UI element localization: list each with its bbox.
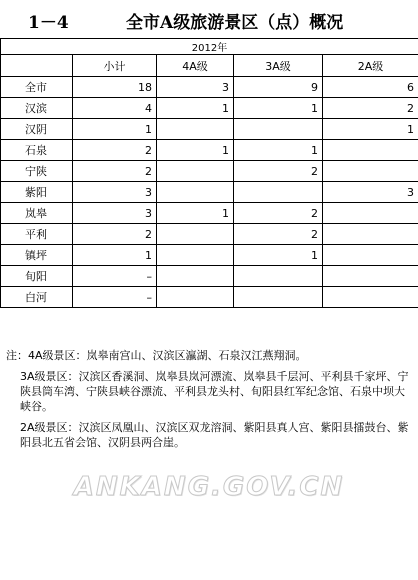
cell-subtotal: 18 — [73, 77, 157, 98]
row-label: 汉滨 — [1, 98, 73, 119]
cell-2a — [323, 224, 418, 245]
cell-2a — [323, 203, 418, 224]
row-label: 白河 — [1, 287, 73, 308]
statistics-table — [0, 38, 418, 308]
cell-3a: 1 — [234, 140, 323, 161]
table-row — [1, 161, 418, 182]
row-label: 平利 — [1, 224, 73, 245]
cell-subtotal: 3 — [73, 182, 157, 203]
table-row — [1, 182, 418, 203]
cell-subtotal: 1 — [73, 119, 157, 140]
cell-4a: 1 — [157, 98, 234, 119]
table-row — [1, 266, 418, 287]
cell-subtotal: – — [73, 287, 157, 308]
cell-2a — [323, 287, 418, 308]
year-row — [1, 39, 418, 55]
row-label: 镇坪 — [1, 245, 73, 266]
table-row — [1, 287, 418, 308]
cell-3a — [234, 266, 323, 287]
table-row — [1, 98, 418, 119]
header-subtotal: 小计 — [73, 55, 157, 77]
row-label: 紫阳 — [1, 182, 73, 203]
table-row — [1, 224, 418, 245]
cell-subtotal: 3 — [73, 203, 157, 224]
header-4a: 4A级 — [157, 55, 234, 77]
table-row — [1, 203, 418, 224]
cell-2a — [323, 245, 418, 266]
row-label: 宁陕 — [1, 161, 73, 182]
table-title: 全市A级旅游景区（点）概况 — [126, 13, 344, 33]
cell-4a — [157, 245, 234, 266]
header-3a: 3A级 — [234, 55, 323, 77]
site-watermark: ANKANG.GOV.CN — [73, 472, 345, 502]
cell-4a — [157, 224, 234, 245]
cell-3a — [234, 182, 323, 203]
table-row — [1, 245, 418, 266]
table-row — [1, 140, 418, 161]
cell-4a: 3 — [157, 77, 234, 98]
cell-2a: 2 — [323, 98, 418, 119]
header-row — [1, 55, 418, 77]
cell-2a — [323, 266, 418, 287]
cell-4a — [157, 287, 234, 308]
table-number: 1－4 — [28, 13, 69, 33]
row-label: 石泉 — [1, 140, 73, 161]
cell-subtotal: 2 — [73, 140, 157, 161]
row-label: 旬阳 — [1, 266, 73, 287]
cell-3a — [234, 119, 323, 140]
cell-4a: 1 — [157, 203, 234, 224]
row-label: 汉阴 — [1, 119, 73, 140]
cell-3a: 1 — [234, 245, 323, 266]
cell-4a — [157, 182, 234, 203]
cell-3a: 9 — [234, 77, 323, 98]
note-3a: 3A级景区：汉滨区香溪洞、岚皋县岚河漂流、岚皋县千层河、平利县千家坪、宁陕县筒车湾、宁陕县峡谷漂流、平利县龙头村、旬阳县红军纪念馆、石泉中坝大峡谷。 — [20, 370, 409, 413]
cell-subtotal: 2 — [73, 224, 157, 245]
footnotes — [0, 348, 410, 456]
page-title — [0, 0, 418, 38]
cell-3a: 2 — [234, 203, 323, 224]
cell-2a: 6 — [323, 77, 418, 98]
cell-4a — [157, 119, 234, 140]
header-blank-cell — [1, 55, 73, 77]
cell-subtotal: – — [73, 266, 157, 287]
cell-4a — [157, 161, 234, 182]
note-2a: 2A级景区：汉滨区凤凰山、汉滨区双龙溶洞、紫阳县真人宫、紫阳县擂鼓台、紫阳县北五省会馆、汉阴县两合崖。 — [20, 421, 409, 449]
cell-subtotal: 4 — [73, 98, 157, 119]
year-label: 2012年 — [1, 39, 418, 55]
cell-2a — [323, 161, 418, 182]
row-label: 全市 — [1, 77, 73, 98]
row-label: 岚皋 — [1, 203, 73, 224]
header-2a: 2A级 — [323, 55, 418, 77]
note-4a: 注：4A级景区：岚皋南宫山、汉滨区瀛湖、石泉汉江燕翔洞。 — [6, 349, 307, 362]
cell-2a: 1 — [323, 119, 418, 140]
cell-3a — [234, 287, 323, 308]
table-row — [1, 119, 418, 140]
cell-subtotal: 1 — [73, 245, 157, 266]
cell-4a — [157, 266, 234, 287]
cell-2a — [323, 140, 418, 161]
cell-3a: 2 — [234, 224, 323, 245]
table-row — [1, 77, 418, 98]
cell-4a: 1 — [157, 140, 234, 161]
cell-subtotal: 2 — [73, 161, 157, 182]
cell-3a: 2 — [234, 161, 323, 182]
cell-2a: 3 — [323, 182, 418, 203]
cell-3a: 1 — [234, 98, 323, 119]
